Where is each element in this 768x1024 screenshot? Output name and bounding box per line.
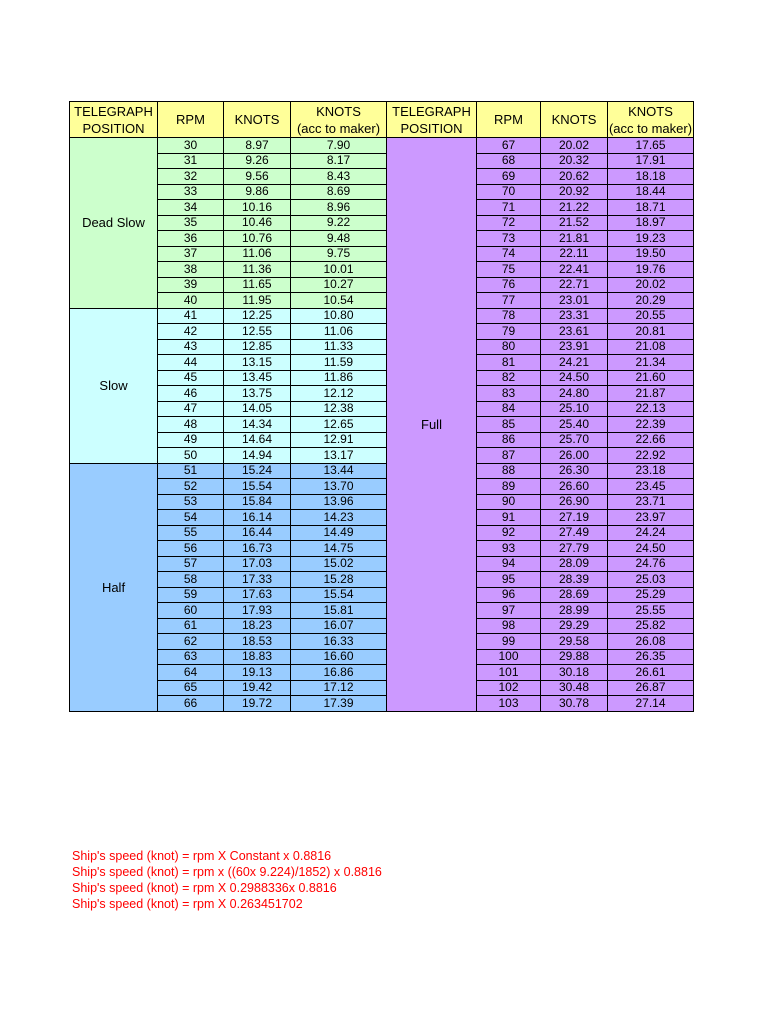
- knots-cell: 30.48: [541, 680, 608, 696]
- knots-cell: 28.69: [541, 587, 608, 603]
- knots-cell: 27.79: [541, 541, 608, 557]
- rpm-cell: 102: [477, 680, 541, 696]
- knots-maker-cell: 16.07: [291, 618, 387, 634]
- knots-cell: 11.95: [224, 293, 291, 309]
- knots-maker-cell: 7.90: [291, 138, 387, 154]
- rpm-cell: 55: [158, 525, 224, 541]
- knots-maker-cell: 20.55: [608, 308, 694, 324]
- table-row: [70, 634, 694, 650]
- rpm-cell: 103: [477, 696, 541, 712]
- rpm-cell: 68: [477, 153, 541, 169]
- rpm-cell: 45: [158, 370, 224, 386]
- table-row: [70, 339, 694, 355]
- knots-cell: 19.13: [224, 665, 291, 681]
- rpm-cell: 71: [477, 200, 541, 216]
- rpm-cell: 74: [477, 246, 541, 262]
- rpm-cell: 43: [158, 339, 224, 355]
- rpm-cell: 80: [477, 339, 541, 355]
- rpm-cell: 90: [477, 494, 541, 510]
- table-body: [70, 138, 694, 712]
- rpm-cell: 56: [158, 541, 224, 557]
- table-row: [70, 169, 694, 185]
- knots-cell: 19.72: [224, 696, 291, 712]
- knots-maker-cell: 12.38: [291, 401, 387, 417]
- table-row: [70, 587, 694, 603]
- knots-maker-cell: 22.92: [608, 448, 694, 464]
- table-row: [70, 370, 694, 386]
- rpm-cell: 35: [158, 215, 224, 231]
- knots-maker-cell: 15.02: [291, 556, 387, 572]
- knots-cell: 16.44: [224, 525, 291, 541]
- rpm-cell: 84: [477, 401, 541, 417]
- knots-cell: 14.94: [224, 448, 291, 464]
- knots-cell: 23.31: [541, 308, 608, 324]
- knots-maker-cell: 21.60: [608, 370, 694, 386]
- telegraph-position-half: Half: [70, 463, 158, 711]
- rpm-cell: 88: [477, 463, 541, 479]
- rpm-cell: 51: [158, 463, 224, 479]
- knots-cell: 29.29: [541, 618, 608, 634]
- rpm-cell: 89: [477, 479, 541, 495]
- knots-maker-cell: 13.17: [291, 448, 387, 464]
- knots-cell: 25.70: [541, 432, 608, 448]
- rpm-cell: 98: [477, 618, 541, 634]
- rpm-cell: 79: [477, 324, 541, 340]
- rpm-cell: 58: [158, 572, 224, 588]
- rpm-cell: 87: [477, 448, 541, 464]
- rpm-cell: 30: [158, 138, 224, 154]
- knots-cell: 27.19: [541, 510, 608, 526]
- knots-cell: 18.53: [224, 634, 291, 650]
- knots-maker-cell: 22.66: [608, 432, 694, 448]
- table-row: [70, 277, 694, 293]
- knots-maker-cell: 16.33: [291, 634, 387, 650]
- knots-cell: 25.40: [541, 417, 608, 433]
- knots-maker-cell: 11.86: [291, 370, 387, 386]
- header-rpm-left: RPM: [158, 102, 224, 138]
- table-row: [70, 231, 694, 247]
- knots-cell: 21.52: [541, 215, 608, 231]
- knots-cell: 30.18: [541, 665, 608, 681]
- knots-cell: 24.21: [541, 355, 608, 371]
- rpm-cell: 91: [477, 510, 541, 526]
- rpm-cell: 33: [158, 184, 224, 200]
- rpm-cell: 66: [158, 696, 224, 712]
- knots-maker-cell: 18.44: [608, 184, 694, 200]
- knots-cell: 18.23: [224, 618, 291, 634]
- knots-cell: 13.75: [224, 386, 291, 402]
- knots-cell: 16.73: [224, 541, 291, 557]
- knots-cell: 20.32: [541, 153, 608, 169]
- knots-cell: 17.03: [224, 556, 291, 572]
- table-row: [70, 618, 694, 634]
- knots-cell: 12.85: [224, 339, 291, 355]
- knots-maker-cell: 20.81: [608, 324, 694, 340]
- speed-formulas: [72, 848, 382, 912]
- knots-maker-cell: 21.08: [608, 339, 694, 355]
- knots-cell: 26.00: [541, 448, 608, 464]
- knots-cell: 16.14: [224, 510, 291, 526]
- knots-maker-cell: 25.82: [608, 618, 694, 634]
- knots-maker-cell: 11.59: [291, 355, 387, 371]
- knots-maker-cell: 9.22: [291, 215, 387, 231]
- knots-maker-cell: 25.29: [608, 587, 694, 603]
- table-row: [70, 262, 694, 278]
- knots-maker-cell: 25.03: [608, 572, 694, 588]
- knots-cell: 23.01: [541, 293, 608, 309]
- knots-maker-cell: 19.50: [608, 246, 694, 262]
- rpm-cell: 96: [477, 587, 541, 603]
- knots-cell: 22.71: [541, 277, 608, 293]
- knots-maker-cell: 22.39: [608, 417, 694, 433]
- knots-maker-cell: 19.23: [608, 231, 694, 247]
- knots-maker-cell: 26.08: [608, 634, 694, 650]
- knots-cell: 22.41: [541, 262, 608, 278]
- rpm-speed-table: [69, 101, 694, 712]
- knots-cell: 29.88: [541, 649, 608, 665]
- knots-maker-cell: 13.70: [291, 479, 387, 495]
- header-knots-maker-left: KNOTS (acc to maker): [291, 102, 387, 138]
- rpm-cell: 47: [158, 401, 224, 417]
- knots-cell: 26.30: [541, 463, 608, 479]
- rpm-cell: 94: [477, 556, 541, 572]
- knots-cell: 26.90: [541, 494, 608, 510]
- table-row: [70, 680, 694, 696]
- knots-cell: 11.06: [224, 246, 291, 262]
- knots-cell: 28.09: [541, 556, 608, 572]
- knots-maker-cell: 17.65: [608, 138, 694, 154]
- knots-maker-cell: 16.60: [291, 649, 387, 665]
- table-row: [70, 463, 694, 479]
- knots-maker-cell: 19.76: [608, 262, 694, 278]
- knots-cell: 30.78: [541, 696, 608, 712]
- knots-maker-cell: 10.27: [291, 277, 387, 293]
- rpm-cell: 42: [158, 324, 224, 340]
- rpm-cell: 99: [477, 634, 541, 650]
- knots-cell: 20.62: [541, 169, 608, 185]
- header-knots-maker-right: KNOTS (acc to maker): [608, 103, 693, 136]
- table-row: [70, 355, 694, 371]
- knots-maker-cell: 17.39: [291, 696, 387, 712]
- table-row: [70, 246, 694, 262]
- knots-cell: 10.76: [224, 231, 291, 247]
- knots-cell: 15.84: [224, 494, 291, 510]
- knots-cell: 21.81: [541, 231, 608, 247]
- table-row: [70, 649, 694, 665]
- knots-maker-cell: 15.81: [291, 603, 387, 619]
- formula-line: Ship's speed (knot) = rpm x ((60x 9.224)/1852) x 0.8816: [72, 865, 382, 879]
- rpm-cell: 76: [477, 277, 541, 293]
- table-row: [70, 510, 694, 526]
- knots-maker-cell: 22.13: [608, 401, 694, 417]
- rpm-cell: 60: [158, 603, 224, 619]
- rpm-cell: 44: [158, 355, 224, 371]
- knots-maker-cell: 12.65: [291, 417, 387, 433]
- knots-cell: 17.93: [224, 603, 291, 619]
- table-row: [70, 184, 694, 200]
- knots-cell: 11.36: [224, 262, 291, 278]
- knots-cell: 10.16: [224, 200, 291, 216]
- header-knots-right: KNOTS: [541, 102, 608, 138]
- table-header-row: [70, 102, 694, 138]
- table-row: [70, 448, 694, 464]
- knots-maker-cell: 18.97: [608, 215, 694, 231]
- knots-cell: 9.56: [224, 169, 291, 185]
- knots-maker-cell: 14.75: [291, 541, 387, 557]
- rpm-cell: 61: [158, 618, 224, 634]
- rpm-cell: 92: [477, 525, 541, 541]
- rpm-cell: 57: [158, 556, 224, 572]
- table-row: [70, 138, 694, 154]
- knots-cell: 14.05: [224, 401, 291, 417]
- knots-maker-cell: 23.71: [608, 494, 694, 510]
- formula-line: Ship's speed (knot) = rpm X Constant x 0.8816: [72, 849, 332, 863]
- knots-maker-cell: 27.14: [608, 696, 694, 712]
- knots-maker-cell: 13.96: [291, 494, 387, 510]
- knots-maker-cell: 15.28: [291, 572, 387, 588]
- rpm-cell: 81: [477, 355, 541, 371]
- table-row: [70, 556, 694, 572]
- knots-cell: 9.26: [224, 153, 291, 169]
- knots-maker-cell: 26.87: [608, 680, 694, 696]
- rpm-cell: 63: [158, 649, 224, 665]
- knots-cell: 9.86: [224, 184, 291, 200]
- knots-maker-cell: 18.71: [608, 200, 694, 216]
- rpm-cell: 78: [477, 308, 541, 324]
- knots-maker-cell: 25.55: [608, 603, 694, 619]
- knots-maker-cell: 8.43: [291, 169, 387, 185]
- knots-cell: 15.24: [224, 463, 291, 479]
- knots-cell: 29.58: [541, 634, 608, 650]
- knots-maker-cell: 18.18: [608, 169, 694, 185]
- table-row: [70, 479, 694, 495]
- knots-cell: 25.10: [541, 401, 608, 417]
- knots-cell: 12.25: [224, 308, 291, 324]
- table-row: [70, 308, 694, 324]
- rpm-cell: 95: [477, 572, 541, 588]
- table-row: [70, 572, 694, 588]
- knots-maker-cell: 23.18: [608, 463, 694, 479]
- knots-cell: 14.64: [224, 432, 291, 448]
- table-row: [70, 200, 694, 216]
- rpm-cell: 37: [158, 246, 224, 262]
- knots-cell: 21.22: [541, 200, 608, 216]
- knots-maker-cell: 24.24: [608, 525, 694, 541]
- rpm-cell: 34: [158, 200, 224, 216]
- knots-maker-cell: 26.61: [608, 665, 694, 681]
- knots-maker-cell: 10.01: [291, 262, 387, 278]
- knots-cell: 15.54: [224, 479, 291, 495]
- knots-maker-cell: 16.86: [291, 665, 387, 681]
- knots-cell: 22.11: [541, 246, 608, 262]
- table-row: [70, 696, 694, 712]
- header-telegraph-position-right: TELEGRAPH POSITION: [387, 102, 477, 138]
- rpm-cell: 31: [158, 153, 224, 169]
- knots-maker-cell: 20.02: [608, 277, 694, 293]
- rpm-cell: 67: [477, 138, 541, 154]
- knots-cell: 24.50: [541, 370, 608, 386]
- knots-cell: 28.99: [541, 603, 608, 619]
- knots-cell: 19.42: [224, 680, 291, 696]
- rpm-cell: 100: [477, 649, 541, 665]
- knots-maker-cell: 15.54: [291, 587, 387, 603]
- knots-cell: 28.39: [541, 572, 608, 588]
- knots-maker-cell: 10.54: [291, 293, 387, 309]
- rpm-cell: 85: [477, 417, 541, 433]
- rpm-cell: 53: [158, 494, 224, 510]
- table-row: [70, 324, 694, 340]
- rpm-cell: 40: [158, 293, 224, 309]
- header-knots-left: KNOTS: [224, 102, 291, 138]
- table-row: [70, 215, 694, 231]
- knots-maker-cell: 13.44: [291, 463, 387, 479]
- rpm-cell: 59: [158, 587, 224, 603]
- knots-maker-cell: 14.23: [291, 510, 387, 526]
- rpm-cell: 101: [477, 665, 541, 681]
- header-rpm-right: RPM: [477, 102, 541, 138]
- knots-cell: 18.83: [224, 649, 291, 665]
- rpm-cell: 62: [158, 634, 224, 650]
- rpm-cell: 52: [158, 479, 224, 495]
- knots-cell: 17.63: [224, 587, 291, 603]
- rpm-cell: 50: [158, 448, 224, 464]
- knots-cell: 20.92: [541, 184, 608, 200]
- table-row: [70, 401, 694, 417]
- knots-maker-cell: 17.12: [291, 680, 387, 696]
- knots-maker-cell: 8.96: [291, 200, 387, 216]
- rpm-cell: 93: [477, 541, 541, 557]
- rpm-cell: 72: [477, 215, 541, 231]
- formula-line: Ship's speed (knot) = rpm X 0.2988336x 0.8816: [72, 881, 337, 895]
- knots-cell: 12.55: [224, 324, 291, 340]
- table-row: [70, 432, 694, 448]
- formula-line: Ship's speed (knot) = rpm X 0.263451702: [72, 897, 303, 911]
- knots-maker-cell: 26.35: [608, 649, 694, 665]
- knots-maker-cell: 11.33: [291, 339, 387, 355]
- knots-cell: 24.80: [541, 386, 608, 402]
- knots-maker-cell: 14.49: [291, 525, 387, 541]
- telegraph-position-full: Full: [387, 138, 477, 712]
- knots-cell: 17.33: [224, 572, 291, 588]
- rpm-cell: 70: [477, 184, 541, 200]
- rpm-cell: 75: [477, 262, 541, 278]
- table-row: [70, 665, 694, 681]
- knots-maker-cell: 23.97: [608, 510, 694, 526]
- telegraph-position-slow: Slow: [70, 308, 158, 463]
- table-row: [70, 386, 694, 402]
- knots-cell: 23.91: [541, 339, 608, 355]
- knots-cell: 11.65: [224, 277, 291, 293]
- knots-cell: 14.34: [224, 417, 291, 433]
- table-row: [70, 417, 694, 433]
- knots-maker-cell: 24.76: [608, 556, 694, 572]
- knots-maker-cell: 12.91: [291, 432, 387, 448]
- rpm-cell: 73: [477, 231, 541, 247]
- table-row: [70, 541, 694, 557]
- rpm-cell: 49: [158, 432, 224, 448]
- knots-maker-cell: 21.34: [608, 355, 694, 371]
- knots-maker-cell: 8.17: [291, 153, 387, 169]
- knots-maker-cell: 23.45: [608, 479, 694, 495]
- table-row: [70, 293, 694, 309]
- rpm-cell: 36: [158, 231, 224, 247]
- rpm-cell: 46: [158, 386, 224, 402]
- rpm-cell: 82: [477, 370, 541, 386]
- knots-cell: 26.60: [541, 479, 608, 495]
- telegraph-position-dead-slow: Dead Slow: [70, 138, 158, 309]
- table-row: [70, 525, 694, 541]
- knots-maker-cell: 17.91: [608, 153, 694, 169]
- rpm-cell: 77: [477, 293, 541, 309]
- header-telegraph-position-left: TELEGRAPH POSITION: [70, 102, 158, 138]
- knots-maker-cell: 9.48: [291, 231, 387, 247]
- knots-cell: 8.97: [224, 138, 291, 154]
- knots-maker-cell: 11.06: [291, 324, 387, 340]
- rpm-cell: 97: [477, 603, 541, 619]
- knots-maker-cell: 21.87: [608, 386, 694, 402]
- table-row: [70, 494, 694, 510]
- knots-maker-cell: 8.69: [291, 184, 387, 200]
- knots-maker-cell: 12.12: [291, 386, 387, 402]
- rpm-cell: 86: [477, 432, 541, 448]
- knots-cell: 10.46: [224, 215, 291, 231]
- knots-cell: 23.61: [541, 324, 608, 340]
- rpm-cell: 54: [158, 510, 224, 526]
- rpm-cell: 39: [158, 277, 224, 293]
- knots-maker-cell: 20.29: [608, 293, 694, 309]
- rpm-cell: 83: [477, 386, 541, 402]
- knots-maker-cell: 24.50: [608, 541, 694, 557]
- knots-cell: 20.02: [541, 138, 608, 154]
- rpm-cell: 64: [158, 665, 224, 681]
- knots-maker-cell: 10.80: [291, 308, 387, 324]
- knots-cell: 13.45: [224, 370, 291, 386]
- rpm-cell: 32: [158, 169, 224, 185]
- knots-cell: 27.49: [541, 525, 608, 541]
- rpm-cell: 41: [158, 308, 224, 324]
- rpm-cell: 38: [158, 262, 224, 278]
- knots-maker-cell: 9.75: [291, 246, 387, 262]
- table-row: [70, 153, 694, 169]
- rpm-cell: 65: [158, 680, 224, 696]
- rpm-cell: 69: [477, 169, 541, 185]
- knots-cell: 13.15: [224, 355, 291, 371]
- table-row: [70, 603, 694, 619]
- rpm-cell: 48: [158, 417, 224, 433]
